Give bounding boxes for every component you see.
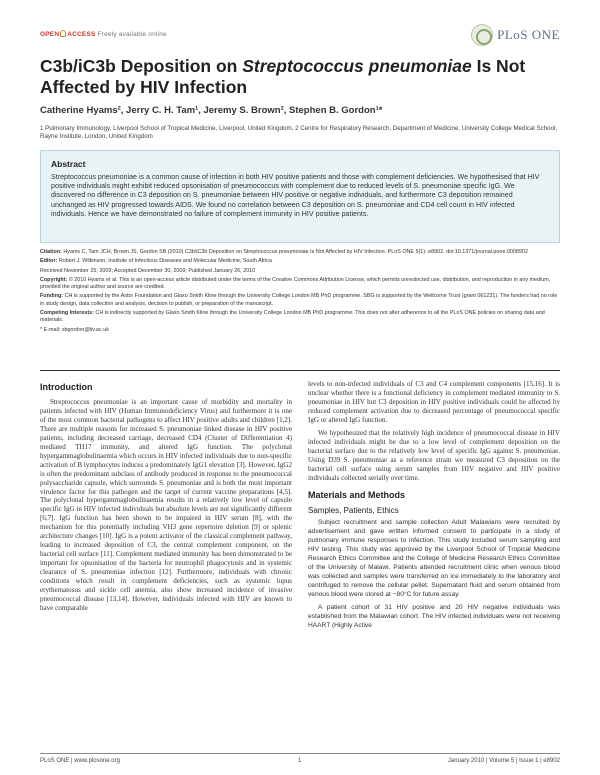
editor-text: Robert J. Wilkinson, Institute of Infectious Diseases and Molecular Medicine, South Africa	[58, 258, 272, 265]
copyright-text: © 2010 Hyams et al. This is an open-access article distributed under the terms of the Creative Commons Attribution License, which permits unrestricted use, distribution, and reproduction in any medium, provided the original author and source are credited.	[40, 276, 551, 291]
samples-subheading: Samples, Patients, Ethics	[308, 506, 399, 516]
methods-paragraph-1: Subject recruitment and sample collection Adult Malawians were recruited by advertisement and gave written informed consent to participate in a study of pulmonary immune responses to infection. This study included serum sampling and HIV testing. This study was approved by the Liverpool School of Tropical Medicine Research Ethics Committee and the College of Medicine Research Ethics Committee of the University of Malawi. Patients attended recruitment clinic when venous blood was collected and samples were transferred on ice immediately to the laboratory and centrifuged to remove the cellular pellet. Supernatant fluid and serum obtained from venous blood were stored at −80°C for future assay.	[308, 519, 560, 599]
competing-text: CH is indirectly supported by Glaxo Smith Kline through the University College London MB PhD programme. This does not alter adherence to all the PLoS ONE policies on sharing data and materials.	[40, 310, 545, 324]
intro-paragraph-2: levels to non-infected individuals of C3 and C4 complement components [15,16]. It is unclear whether there is a functional deficiency in complement mediated immunity to S. pneumoniae in HIV but C3 deposition in HIV positive individuals could be affected by reduced complement activation due to decreased percentage of pneumococcal specific IgG or altered IgG function.	[308, 380, 560, 424]
metadata-divider	[40, 370, 560, 371]
paper-title	[40, 56, 560, 98]
abstract-text: Streptococcus pneumoniae is a common cause of infection in both HIV positive patients and those with complement deficiencies. We hypothesised that HIV positive individuals might exhibit reduced opsonisation of pneumococcus with complement due to reduced levels of S. pneumoniae specific IgG. We discovered no difference in C3 deposition on S. pneumoniae between HIV positive or negative individuals, and furthermore C3 deposition remained unchanged as HIV progressed towards AIDS. We found no correlation between C3 deposition on S. pneumoniae and CD4 cell count in HIV infected individuals. Hence we have demonstrated no failure of complement immunity in HIV positive patients.	[51, 173, 540, 218]
competing-label: Competing Interests:	[40, 310, 94, 317]
competing-interests-line	[40, 310, 560, 325]
title-part1: C3b/iC3b Deposition on	[40, 56, 243, 76]
abstract-box	[40, 150, 560, 243]
title-species: Streptococcus pneumoniae	[242, 56, 472, 76]
funding-line	[40, 293, 560, 308]
journal-logo-text: PLoS ONE	[497, 27, 560, 42]
open-lock-icon	[60, 30, 66, 37]
freely-available-label: Freely available online	[97, 31, 167, 38]
abstract-heading: Abstract	[51, 159, 86, 169]
citation-label: Citation:	[40, 249, 62, 255]
methods-paragraph-2: A patient cohort of 31 HIV positive and 20 HIV negative individuals was established from the Malawian cohort. The HIV infected individuals were not receiving HAART (Highly Active	[308, 604, 560, 629]
article-metadata	[40, 249, 560, 336]
email-line[interactable]: * E-mail: sbgordon@liv.ac.uk	[40, 326, 109, 333]
intro-paragraph-1: Streptococcus pneumoniae is an important cause of morbidity and mortality in patients infected with HIV (Human Immunodeficiency Virus) and furthermore it is one of the most common bacterial pathogens to affect HIV positive adults and children [1,2]. There are multiple reasons for increased S. pneumoniae linked disease in HIV positive patients, including decreased carriage, decreased CD4 (Cluster of Differentiation 4) mediated TH17 immunity, and altered IgG function. The polyclonal hypergammaglobulinaemia which occurs in HIV infected individuals due to non-specific activation of B lymphocytes induces a predominately IgG1 elevation [3]. However, IgG2 is often the predominant subclass of antibody produced in response to the pneumococcal polysaccharide capsule, which surrounds S. pneumoniae and is both the most important virulence factor for this pathogen and the target of current vaccine preparations [4,5]. The polyclonal hypergammaglobulinaemia results in a relatively low level of capsule specific IgG in HIV infected individuals but absolute levels are not significantly different [6,7]. IgG function has been shown to be impaired in HIV serum [8], with the mechanism for this potentially including VH3 gene repertoire deletion [9] or splenic architecture changes [10]. IgG is a potent activator of the classical complement pathway, leading to increased deposition of C3, the central complement component, on the bacterial cell surface [11]. Complement mediated immunity has been demonstrated to be important for opsonisation of the bacteria for neutrophil phagocytosis and in systemic clearance of S. pneumoniae infection [12]. Furthermore, individuals with chronic conditions which result in complement deficiencies, such as systemic lupus erythematosus and sickle cell anemia, also show increased incidence of invasive pneumococcal disease [13,14]. However, individuals infected with HIV are known to have comparable	[40, 398, 292, 612]
left-column	[40, 380, 292, 617]
dates-line: Received November 25, 2009; Accepted December 30, 2009; Published January 26, 2010	[40, 267, 256, 274]
right-column	[308, 380, 560, 635]
open-access-prefix: OPEN	[40, 31, 60, 38]
page-number: 1	[298, 758, 302, 764]
funding-label: Funding:	[40, 293, 64, 300]
affiliations: 1 Pulmonary Immunology, Liverpool School of Tropical Medicine, Liverpool, United Kingdom, 2 Centre for Respiratory Research, Department of Medicine, University College Medical School, Rayne Institute, London, United Kingdom	[40, 125, 558, 141]
footer-journal[interactable]: PLoS ONE | www.plosone.org	[40, 758, 120, 764]
open-access-suffix: ACCESS	[67, 31, 96, 38]
footer-issue: January 2010 | Volume 5 | Issue 1 | e8902	[447, 758, 560, 764]
citation-line	[40, 249, 560, 256]
funding-text: CH is supported by the Astor Foundation and Glaxo Smith Kline through the University College London MB PhD programme. SBG is supported by the Wellcome Trust (grant 061231). The funders had no role in study design, data collection and analysis, decision to publish, or preparation of the manuscript.	[40, 293, 558, 307]
title-part3: Is Not Affected by HIV Infection	[40, 56, 526, 97]
copyright-line	[40, 277, 560, 292]
page-footer	[40, 753, 560, 767]
intro-paragraph-3: We hypothesized that the relatively high incidence of pneumococcal disease in HIV infected individuals might be due to a low level of complement deposition on the bacterial surface due to the relatively low level of specific IgG against S. pneumoniae. Using D39 S. pneumoniae as a reference strain we measured C3 deposition on the bacterial cell surface using serum samples from HIV negative and HIV positive individuals collected serially over time.	[308, 428, 560, 482]
introduction-heading: Introduction	[40, 382, 93, 392]
open-access-badge	[40, 30, 167, 38]
plos-logo-icon	[471, 24, 493, 46]
methods-heading: Materials and Methods	[308, 490, 406, 501]
journal-logo[interactable]	[471, 24, 560, 46]
editor-line	[40, 258, 560, 265]
citation-text: Hyams C, Tam JCH, Brown JS, Gordon SB (2010) C3b/iC3b Deposition on Streptococcus pneumoniae Is Not Affected by HIV Infection. PLoS ONE 5(1): e8902. doi:10.1371/journal.pone.0008902	[63, 249, 528, 255]
copyright-label: Copyright:	[40, 276, 68, 283]
page-header	[40, 24, 560, 48]
editor-label: Editor:	[40, 258, 58, 265]
author-list: Catherine Hyams², Jerry C. H. Tam¹, Jeremy S. Brown², Stephen B. Gordon¹*	[40, 105, 383, 116]
